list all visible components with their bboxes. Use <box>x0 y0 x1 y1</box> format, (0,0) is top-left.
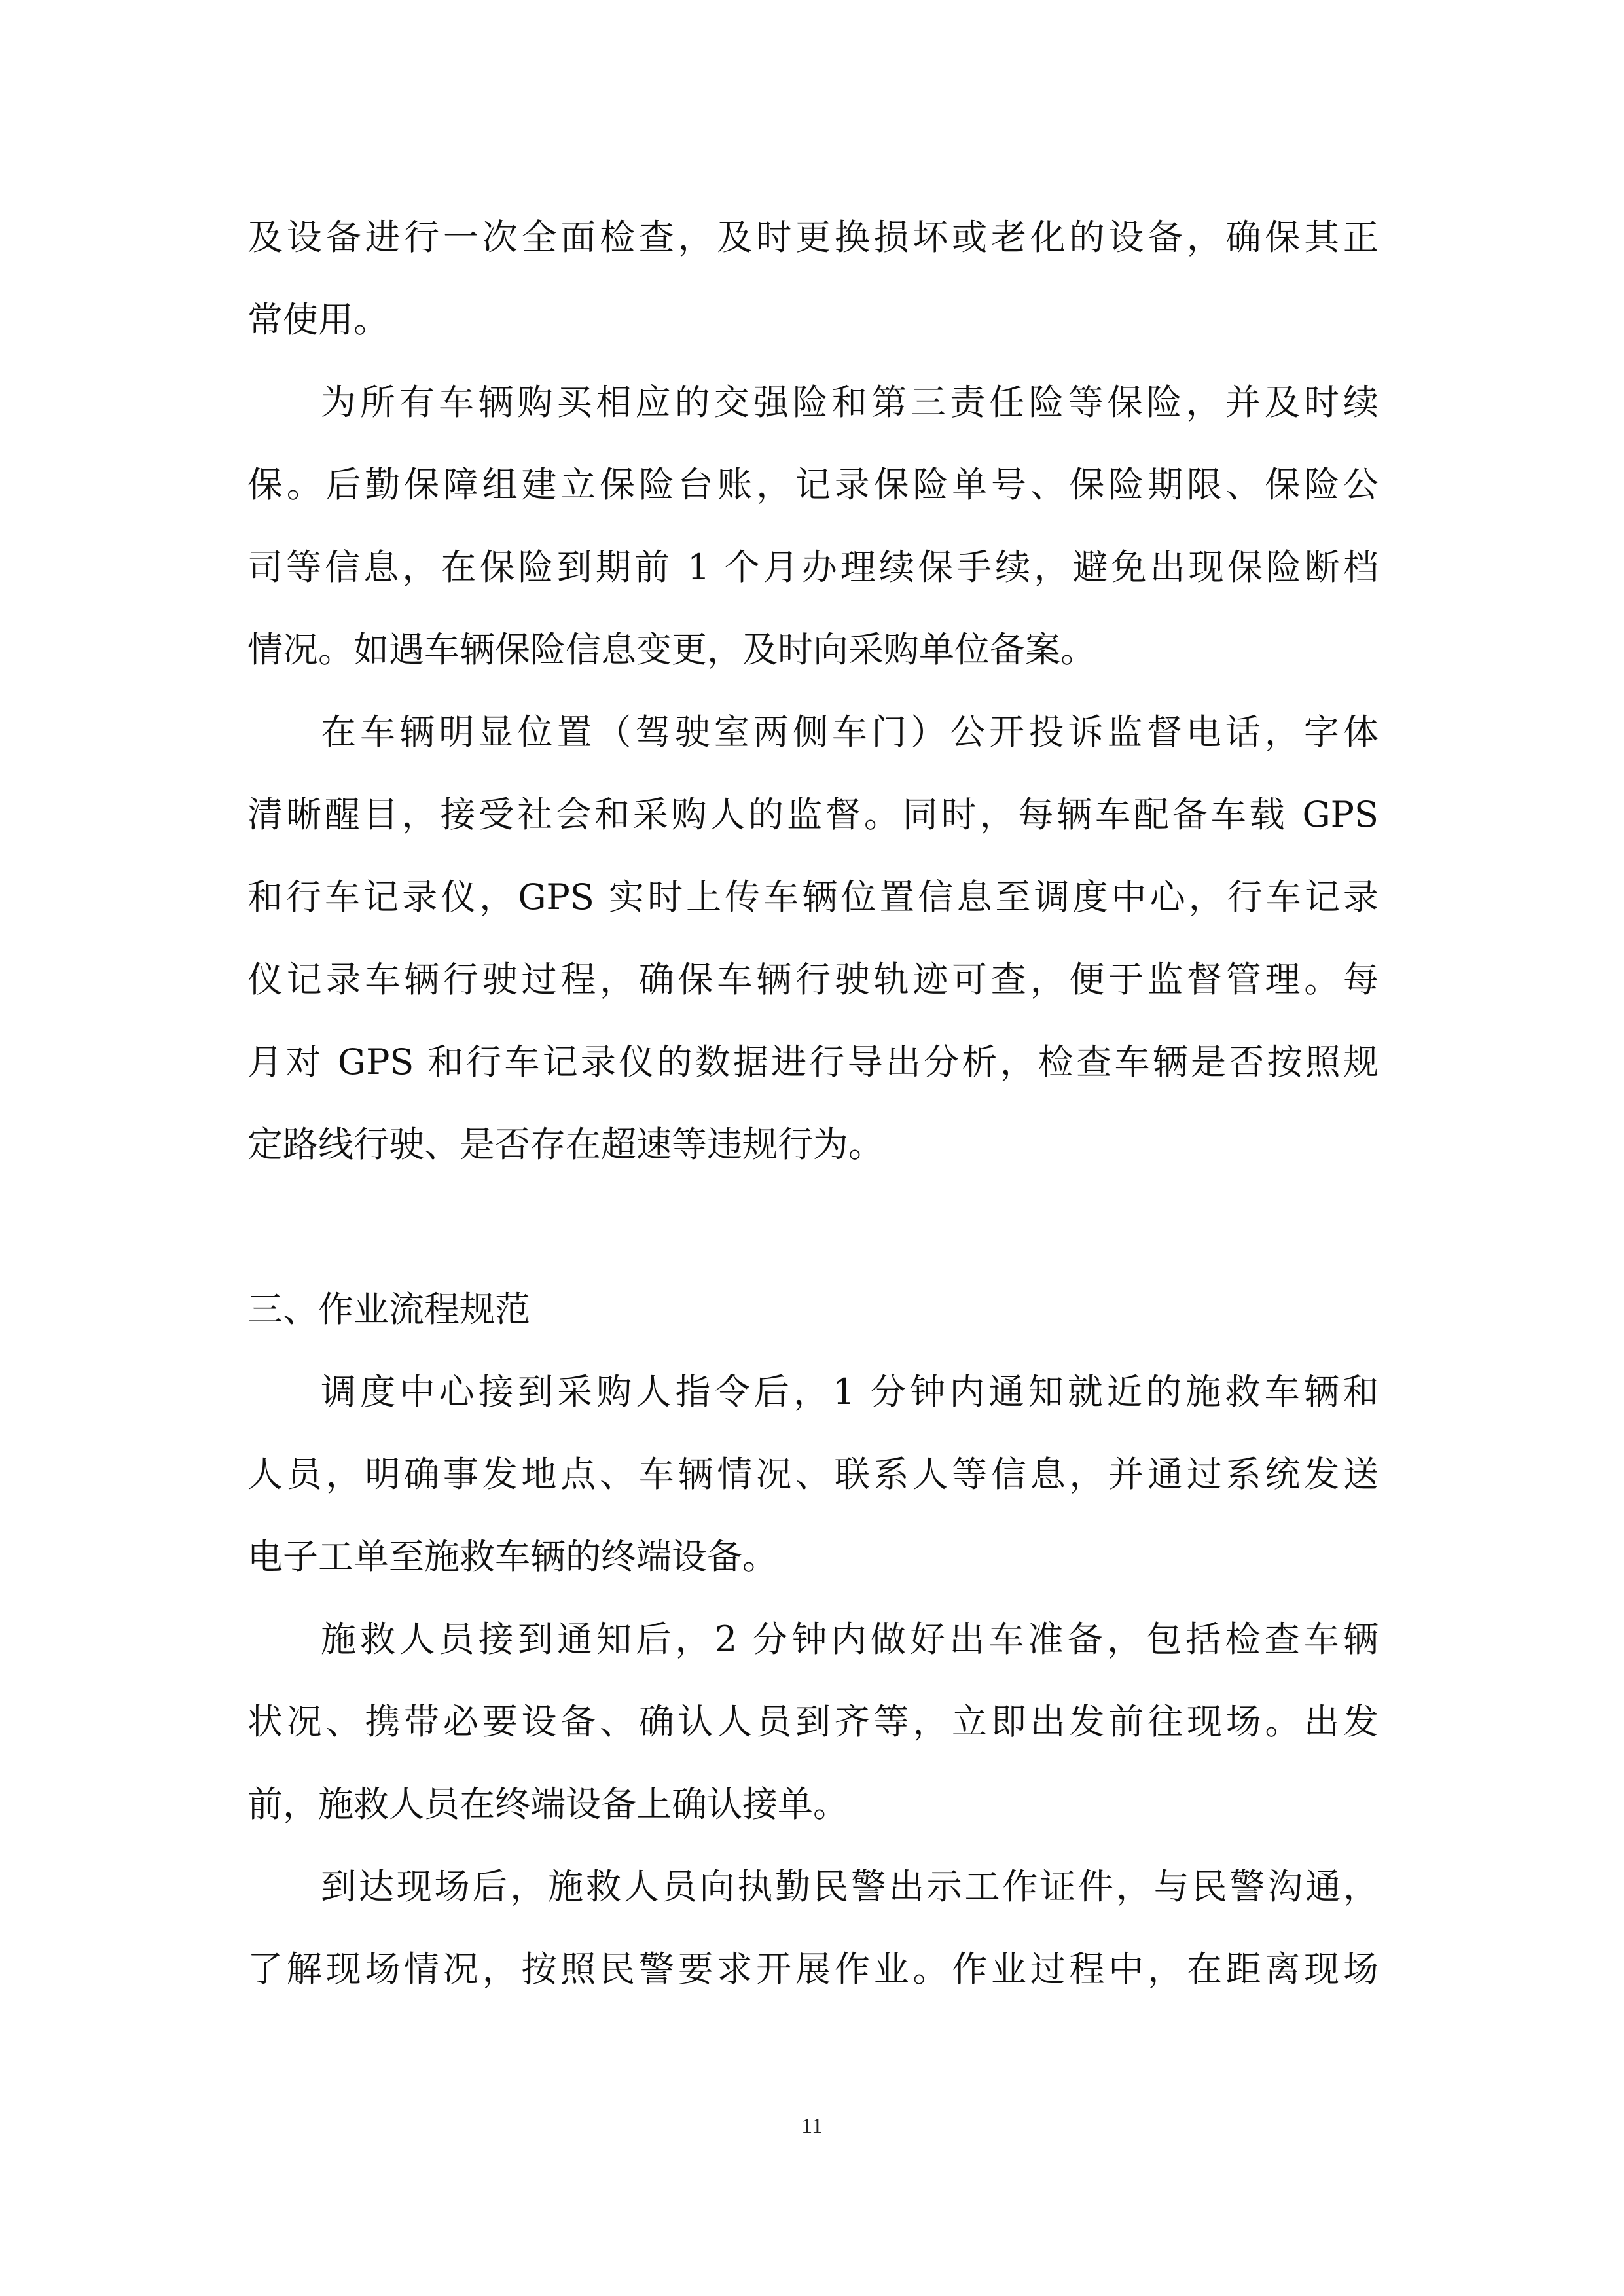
section-heading: 三、作业流程规范 <box>247 1289 530 1330</box>
page-number: 11 <box>801 2114 823 2138</box>
text-line: 在车辆明显位置（驾驶室两侧车门）公开投诉监督电话，字体 <box>321 711 1379 753</box>
text-line: 和行车记录仪，GPS 实时上传车辆位置信息至调度中心，行车记录 <box>247 876 1379 918</box>
text-line: 司等信息，在保险到期前 1 个月办理续保手续，避免出现保险断档 <box>247 547 1379 588</box>
text-line: 电子工单至施救车辆的终端设备。 <box>247 1536 778 1577</box>
section-spacer <box>247 1186 1379 1268</box>
paragraph <box>247 196 1379 361</box>
text-line: 保。后勤保障组建立保险台账，记录保险单号、保险期限、保险公 <box>247 464 1379 505</box>
text-line: 常使用。 <box>247 299 389 340</box>
paragraph <box>247 1846 1379 2011</box>
text-line: 定路线行驶、是否存在超速等违规行为。 <box>247 1124 884 1165</box>
text-line: 施救人员接到通知后，2 分钟内做好出车准备，包括检查车辆 <box>321 1619 1379 1660</box>
paragraph <box>247 1598 1379 1846</box>
text-line: 清晰醒目，接受社会和采购人的监督。同时，每辆车配备车载 GPS <box>247 794 1379 835</box>
paragraph <box>247 691 1379 1186</box>
text-line: 情况。如遇车辆保险信息变更，及时向采购单位备案。 <box>247 629 1096 670</box>
text-line: 月对 GPS 和行车记录仪的数据进行导出分析，检查车辆是否按照规 <box>247 1041 1379 1083</box>
text-line: 及设备进行一次全面检查，及时更换损坏或老化的设备，确保其正 <box>247 217 1379 258</box>
text-line: 到达现场后，施救人员向执勤民警出示工作证件，与民警沟通， <box>321 1866 1379 1907</box>
text-line: 状况、携带必要设备、确认人员到齐等，立即出发前往现场。出发 <box>247 1701 1379 1742</box>
document-body <box>247 196 1379 2011</box>
text-line: 前，施救人员在终端设备上确认接单。 <box>247 1784 848 1825</box>
text-line: 为所有车辆购买相应的交强险和第三责任险等保险，并及时续 <box>321 382 1379 423</box>
paragraph <box>247 361 1379 691</box>
text-line: 人员，明确事发地点、车辆情况、联系人等信息，并通过系统发送 <box>247 1454 1379 1495</box>
text-line: 了解现场情况，按照民警要求开展作业。作业过程中，在距离现场 <box>247 1948 1379 1990</box>
text-line: 仪记录车辆行驶过程，确保车辆行驶轨迹可查，便于监督管理。每 <box>247 959 1379 1000</box>
text-line: 调度中心接到采购人指令后，1 分钟内通知就近的施救车辆和 <box>321 1371 1379 1412</box>
paragraph <box>247 1351 1379 1598</box>
